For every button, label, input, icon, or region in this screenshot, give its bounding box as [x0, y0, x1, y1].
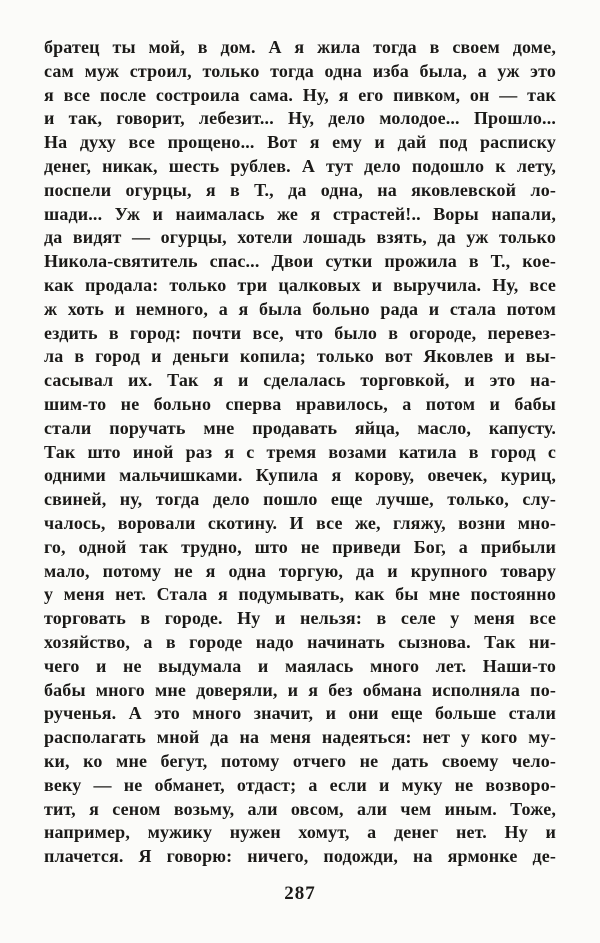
text-line: Так што иной раз я с тремя возами катила в город с: [44, 441, 556, 462]
text-line: шим-то не больно сперва нравилось, а потом и бабы: [44, 393, 556, 414]
text-line: поспели огурцы, я в Т., да одна, на яковлевской ло-: [44, 179, 556, 200]
text-line: рученья. А это много значит, и они еще больше стали: [44, 703, 556, 724]
text-line: шади... Уж и наималась же я страстей!.. Воры напали,: [44, 203, 556, 224]
text-line: ж хоть и немного, а я была больно рада и стала потом: [44, 298, 556, 319]
text-line: хозяйство, а в городе надо начинать сызнова. Так ни-: [44, 631, 556, 652]
text-line: братец ты мой, в дом. А я жила тогда в своем доме,: [44, 37, 556, 57]
text-line: торговать в городе. Ну и нельзя: в селе у меня все: [44, 608, 556, 629]
text-line: плачется. Я говорю: ничего, подожди, на ярмонке де-: [44, 846, 556, 867]
text-line: мало, потому не я одна торгую, да и крупного товару: [44, 560, 556, 581]
text-line: свиней, ну, тогда дело пошло еще лучше, только, слу-: [44, 489, 556, 510]
text-line: и так, говорит, лебезит... Ну, дело молодое... Прошло...: [44, 108, 556, 129]
text-line: На духу все прощено... Вот я ему и дай под расписку: [44, 132, 556, 153]
text-line: ездить в город: почти все, что было в огороде, перевез-: [44, 322, 556, 343]
text-line: да видят — огурцы, хотели лошадь взять, да уж только: [44, 227, 556, 248]
text-line: ки, ко мне бегут, потому отчего не дать своему чело-: [44, 750, 556, 771]
text-line: стали поручать мне продавать яйца, масло, капусту.: [44, 417, 556, 438]
text-line: у меня нет. Стала я подумывать, как бы мне постоянно: [44, 584, 556, 605]
text-line: как продала: только три цалковых и выручила. Ну, все: [44, 274, 556, 295]
text-line: сам муж строил, только тогда одна изба была, а уж это: [44, 60, 556, 81]
text-line: одними мальчишками. Купила я корову, овечек, куриц,: [44, 465, 556, 486]
text-line: денег, никак, шесть рублев. А тут дело подошло к лету,: [44, 155, 556, 176]
text-line: чалось, воровали скотину. И все же, гляжу, возни мно-: [44, 512, 556, 533]
text-line: бабы много мне доверяли, и я без обмана исполняла по-: [44, 679, 556, 700]
text-line: я все после состроила сама. Ну, я его пивком, он — так: [44, 84, 556, 105]
text-line: тит, я сеном возьму, али овсом, али чем иным. Тоже,: [44, 798, 556, 819]
page-number: 287: [284, 883, 316, 904]
text-line: сасывал их. Так я и сделалась торговкой, и это на-: [44, 370, 556, 391]
text-line: чего и не выдумала и маялась много лет. Наши-то: [44, 655, 556, 676]
text-line: например, мужику нужен хомут, а денег нет. Ну и: [44, 822, 556, 843]
text-line: веку — не обманет, отдаст; а если и муку не возворо-: [44, 774, 556, 795]
text-line: ла в город и деньги копила; только вот Яковлев и вы-: [44, 346, 556, 367]
text-line: располагать мной да на меня надеяться: нет у кого му-: [44, 727, 556, 748]
text-line: Никола-святитель спас... Двои сутки прожила в Т., кое-: [44, 251, 556, 272]
text-line: го, одной так трудно, што не приведи Бог, а прибыли: [44, 536, 556, 557]
text-block: [44, 36, 556, 869]
